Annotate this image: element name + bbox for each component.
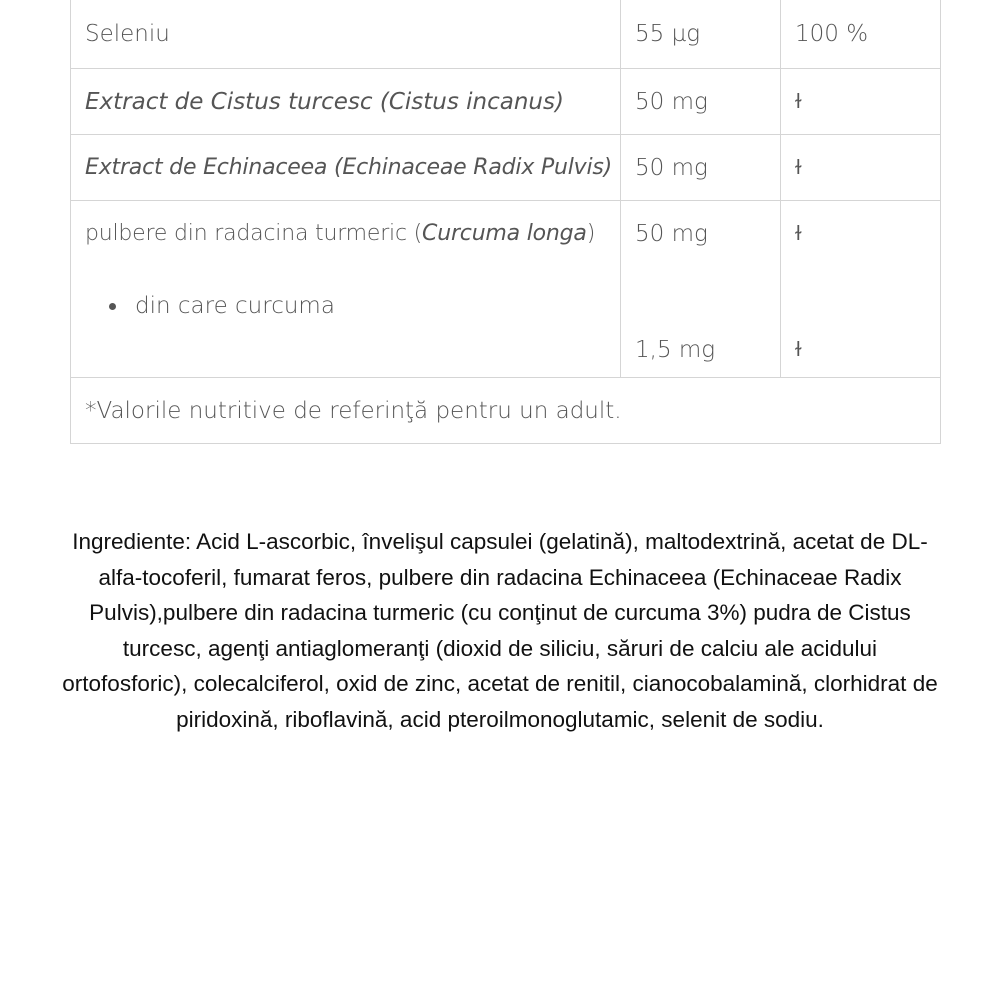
bullet-icon [109, 303, 116, 310]
name-suffix: ) [586, 221, 596, 246]
nutrient-reference: ɫ [781, 135, 941, 201]
nutrient-name: Extract de Echinaceea (Echinaceae Radix Pulvis) [71, 135, 621, 201]
nutrient-amount: 50 mg [621, 135, 781, 201]
table-footnote: *Valorile nutritive de referinţă pentru un adult. [71, 378, 941, 444]
table-row-turmeric [71, 201, 941, 378]
nutrient-reference-cell [781, 201, 941, 378]
nutrient-amount-cell [621, 201, 781, 378]
nutrient-amount: 55 µg [621, 0, 781, 69]
nutrient-name: Extract de Cistus turcesc (Cistus incanus) [71, 69, 621, 135]
table-row-cistus [71, 69, 941, 135]
nutrient-name: Seleniu [71, 0, 621, 69]
nutrient-amount: 50 mg [621, 69, 781, 135]
sub-item-amount: 1,5 mg [635, 337, 716, 363]
nutrient-reference: 100 % [781, 0, 941, 69]
table-footnote-row [71, 378, 941, 444]
ingredients-text: Ingrediente: Acid L-ascorbic, învelişul capsulei (gelatină), maltodextrină, acetat de DL-alfa-tocoferil, fumarat feros, pulbere din radacina Echinaceea (Echinaceae Radix Pulvis),pulbere din radacina turmeric (cu conţinut de curcuma 3%) pudra de Cistus turcesc, agenţi antiaglomeranţi (dioxid de siliciu, săruri de calciu ale acidului ortofosforic), colecalciferol, oxid de zinc, acetat de renitil, cianocobalamină, clorhidrat de piridoxină, riboflavină, acid pteroilmonoglutamic, selenit de sodiu. [62, 529, 938, 732]
nutrient-reference: ɫ [795, 221, 802, 245]
table-row-echinacea [71, 135, 941, 201]
name-latin: Curcuma longa [422, 221, 587, 246]
nutrient-amount: 50 mg [635, 221, 708, 247]
nutrient-reference: ɫ [781, 69, 941, 135]
sub-item-reference: ɫ [795, 337, 802, 361]
nutrient-name [85, 201, 606, 253]
name-prefix: pulbere din radacina turmeric ( [85, 221, 423, 246]
nutrition-table [70, 0, 941, 444]
sub-item-label: din care curcuma [135, 293, 335, 319]
sub-item [85, 293, 606, 325]
table-row-selenium [71, 0, 941, 69]
nutrient-name-cell [71, 201, 621, 378]
